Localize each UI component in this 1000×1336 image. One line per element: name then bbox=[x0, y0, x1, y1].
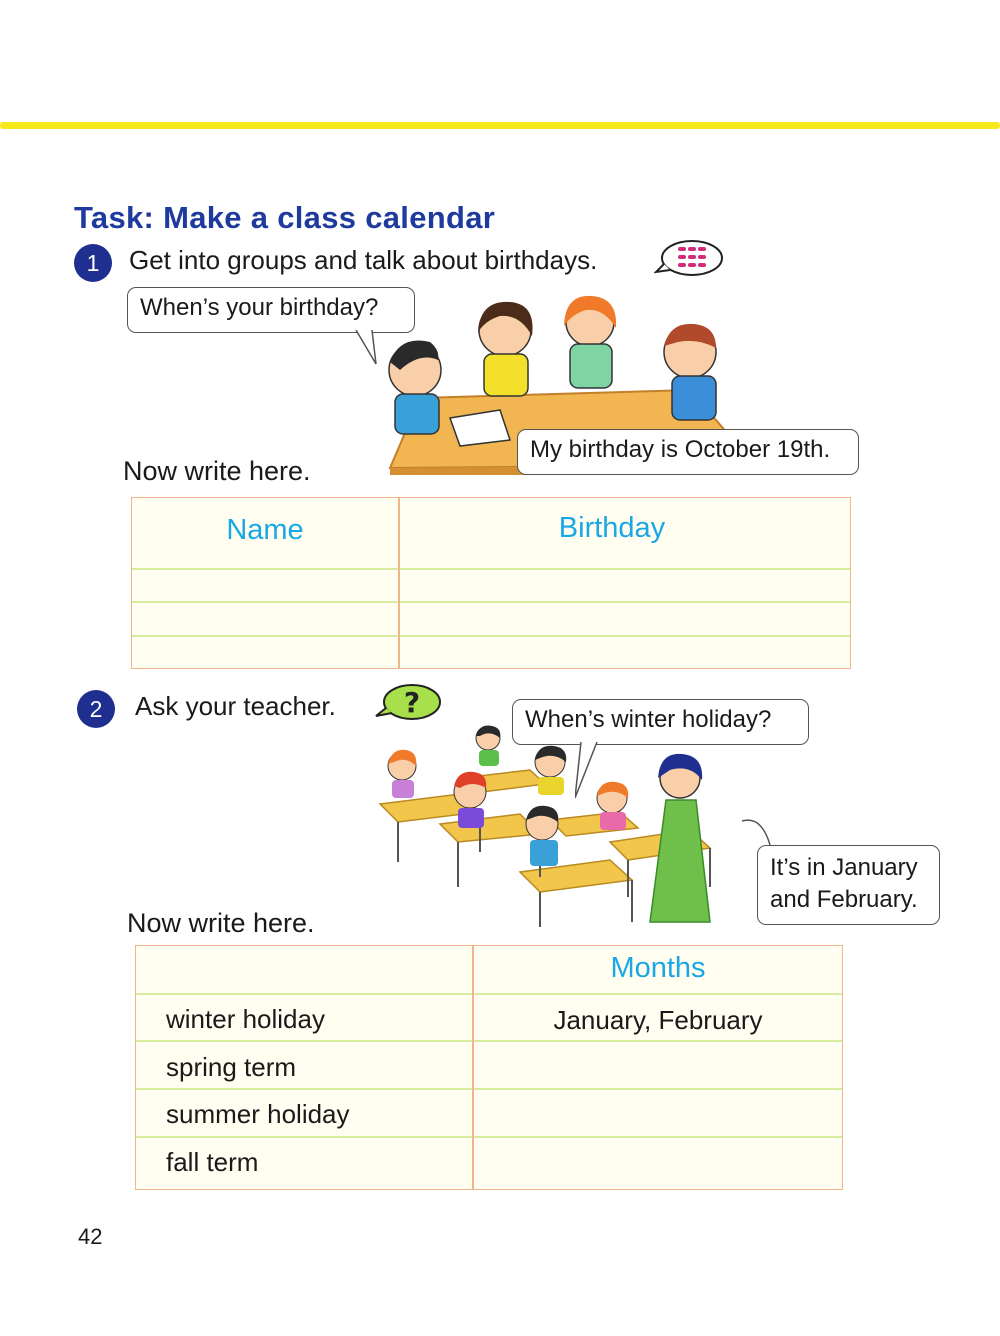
step-2-instruction: Ask your teacher. bbox=[135, 691, 336, 721]
row-item-winter-holiday: winter holiday bbox=[166, 1004, 325, 1034]
svg-text:?: ? bbox=[403, 686, 421, 719]
birthday-question-text: When’s your birthday? bbox=[140, 294, 379, 321]
write-here-label-2: Now write here. bbox=[127, 908, 315, 938]
months-column-header: Months bbox=[610, 952, 706, 984]
talk-bubble-icon bbox=[654, 238, 726, 280]
table-rule bbox=[132, 568, 850, 570]
table-rule bbox=[136, 1088, 842, 1090]
birthday-column-header: Birthday bbox=[558, 512, 666, 544]
row-item-summer-holiday: summer holiday bbox=[166, 1099, 350, 1129]
table-rule bbox=[132, 601, 850, 603]
holiday-answer-bubble bbox=[757, 845, 940, 925]
birthday-question-bubble bbox=[127, 287, 415, 333]
holiday-question-text: When’s winter holiday? bbox=[525, 706, 772, 733]
holiday-answer-line-1: It’s in January bbox=[770, 854, 918, 881]
table-divider bbox=[398, 498, 400, 668]
step-1-number: 1 bbox=[74, 244, 112, 282]
birthday-table bbox=[131, 497, 851, 669]
bubble-tail bbox=[575, 742, 605, 802]
step-1-instruction: Get into groups and talk about birthdays. bbox=[129, 245, 598, 275]
classroom-illustration bbox=[370, 722, 750, 932]
birthday-answer-bubble bbox=[517, 429, 859, 475]
row-item-spring-term: spring term bbox=[166, 1052, 297, 1082]
table-rule bbox=[136, 1040, 842, 1042]
birthday-answer-text: My birthday is October 19th. bbox=[530, 436, 831, 463]
table-rule bbox=[136, 993, 842, 995]
yellow-top-rule bbox=[0, 122, 1000, 129]
table-rule bbox=[132, 635, 850, 637]
bubble-tail bbox=[350, 330, 390, 366]
step-2-number: 2 bbox=[77, 690, 115, 728]
task-title: Task: Make a class calendar bbox=[74, 200, 496, 235]
row-months-winter-holiday: January, February bbox=[553, 1005, 763, 1035]
write-here-label-1: Now write here. bbox=[123, 456, 311, 486]
holiday-answer-line-2: and February. bbox=[770, 886, 918, 913]
name-column-header: Name bbox=[226, 514, 304, 546]
months-table bbox=[135, 945, 843, 1190]
holiday-question-bubble bbox=[512, 699, 809, 745]
row-item-fall-term: fall term bbox=[166, 1147, 259, 1177]
question-bubble-icon bbox=[374, 682, 444, 724]
page-number: 42 bbox=[78, 1224, 103, 1249]
table-rule bbox=[136, 1136, 842, 1138]
